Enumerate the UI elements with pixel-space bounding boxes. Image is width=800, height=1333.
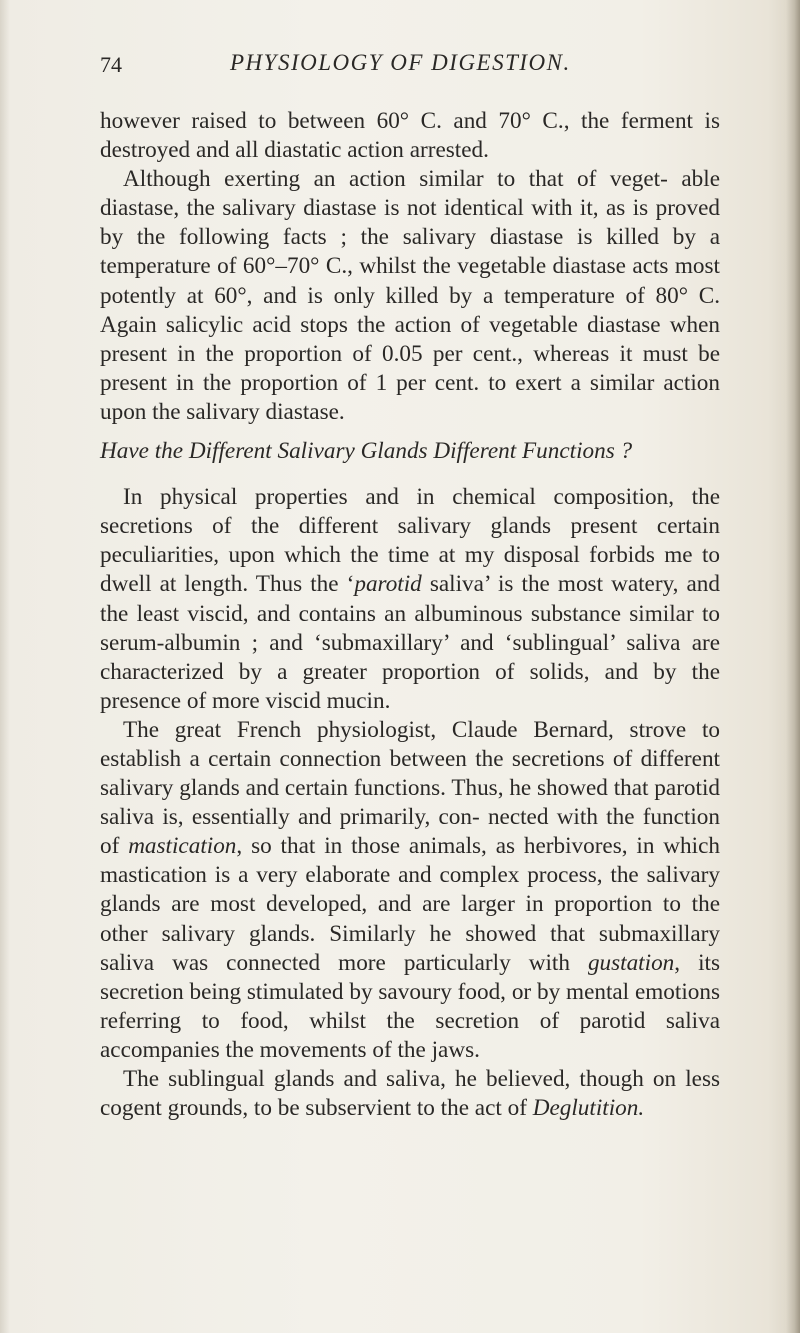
text-run: The great French physiologist, Claude Bernard, strove to establish a certain connection between the secretions of different salivary glands and certain functions. Thus, he showed that parotid saliva is, essentially and primarily, con- nected with the function of xyxy=(100,716,720,860)
text-run: , so that in those animals, as herbivores, in which mastication is a very elaborate and complex process, the salivary glands are most developed, and are larger in proportion to the other salivary glands. Similarly he showed that submaxillary saliva was connected more particularly with xyxy=(100,833,720,976)
text-run: saliva’ is the most watery, and the least viscid, and contains an albuminous substance similar to serum-albumin ; and ‘submaxillary’ and ‘sublingual’ saliva are characterized by a greater proportion of solids, and by the presence of more viscid mucin. xyxy=(100,571,720,714)
text-run: , its secretion being stimulated by savoury food, or by mental emotions referring to food, whilst the secretion of parotid saliva accompanies the movements of the jaws. xyxy=(100,949,720,1063)
emphasis-mastication: mastication xyxy=(128,833,237,860)
running-title: PHYSIOLOGY OF DIGESTION. xyxy=(230,50,571,75)
paragraph-sublingual xyxy=(100,1065,720,1123)
paragraph-diastase-comparison: Although exerting an action similar to that of veget- able diastase, the salivary diastase is not identical with it, as is proved by the following facts ; the salivary diastase is killed by a temperature of 60°–70° C., whilst the vegetable diastase acts most potently at 60°, and is only killed by a temperature of 80° C. Again salicylic acid stops the action of vegetable diastase when present in the proportion of 0.05 per cent., whereas it must be present in the proportion of 1 per cent. to exert a similar action upon the salivary diastase. xyxy=(100,166,720,425)
text-run: In physical properties and in chemical composition, the secretions of the different salivary glands present certain peculiarities, upon which the time at my disposal forbids me to dwell at length. Thus the ‘ xyxy=(100,484,720,598)
emphasis-gustation: gustation xyxy=(587,949,675,976)
text-run: The sublingual glands and saliva, he believed, though on less cogent grounds, to be subservient to the act of xyxy=(100,1066,720,1122)
paragraph-continuation: however raised to between 60° C. and 70° C., the ferment is destroyed and all diastatic action arrested. xyxy=(100,108,720,164)
page-edge-shadow xyxy=(786,0,800,1333)
paragraph-claude-bernard xyxy=(100,716,720,1065)
emphasis-deglutition: Deglutition. xyxy=(532,1095,645,1122)
section-heading: Have the Different Salivary Glands Different Functions ? xyxy=(100,438,633,465)
page-number: 74 xyxy=(100,52,122,77)
page-header xyxy=(100,50,720,82)
paragraph-physical-properties xyxy=(100,483,720,716)
emphasis-parotid: parotid xyxy=(354,571,422,598)
body-text xyxy=(100,107,720,1123)
page-gutter-shadow xyxy=(0,0,10,1333)
